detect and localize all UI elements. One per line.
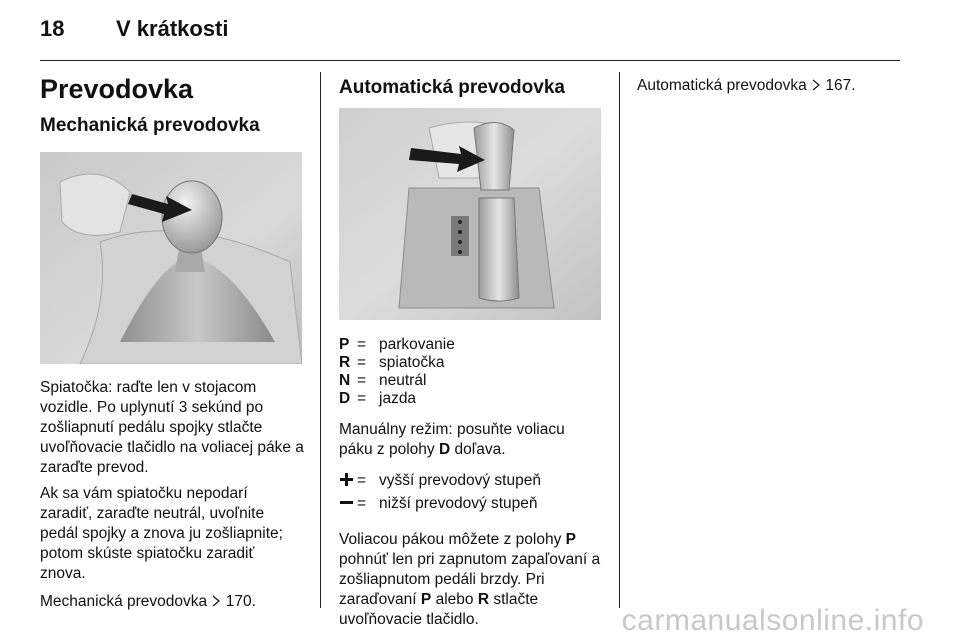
reference-arrow-icon — [811, 79, 821, 91]
selector-text-3: alebo — [435, 591, 474, 608]
gear-label: jazda — [379, 390, 417, 407]
gear-label: spiatočka — [379, 354, 445, 371]
manual-gearbox-illustration — [40, 152, 302, 364]
shift-symbol-list — [339, 472, 601, 518]
watermark: carmanualsonline.info — [621, 604, 924, 637]
manual-mode-key: D — [438, 441, 451, 458]
reverse-gear-paragraph: Spiatočka: raďte len v stojacom vozidle. Po uplynutí 3 sekúnd po zošliapnutí pedálu spojky stlačte uvoľňovacie tlačidlo na voliacej páke a zaraďte prevod. — [40, 379, 304, 476]
minus-icon — [339, 495, 357, 518]
chapter-title: Prevodovka — [40, 74, 194, 104]
reference-text: Mechanická prevodovka — [40, 593, 208, 610]
page-number: 18 — [40, 16, 65, 41]
downshift-label: nižší prevodový stupeň — [379, 495, 538, 512]
reverse-retry-paragraph: Ak sa vám spiatočku nepodarí zaradiť, zaraďte neutrál, uvoľnite pedál spojky a znova ju zošliapnite; potom skúste spiatočku zaradiť znova. — [40, 485, 283, 582]
gear-label: parkovanie — [379, 336, 455, 353]
column-divider-1 — [320, 72, 321, 608]
manual-mode-text-end: doľava. — [454, 441, 506, 458]
gear-key: R — [339, 354, 351, 371]
middle-column — [339, 72, 601, 630]
gear-position-row — [339, 372, 601, 390]
selector-key-p: P — [565, 531, 576, 548]
gear-label: neutrál — [379, 372, 427, 389]
selector-key-p-2: P — [420, 591, 432, 608]
gear-position-list — [339, 336, 601, 408]
automatic-gearbox-reference — [637, 76, 897, 96]
upshift-row — [339, 472, 601, 495]
gear-key: P — [339, 336, 350, 353]
gear-equals: = — [357, 472, 367, 489]
gear-key: N — [339, 372, 351, 389]
reference-page: 170. — [225, 593, 256, 610]
gear-equals: = — [357, 372, 367, 389]
selector-key-r: R — [477, 591, 490, 608]
gear-position-row — [339, 390, 601, 408]
left-column — [40, 72, 304, 612]
right-column — [637, 72, 897, 96]
reference-page: 167. — [825, 77, 856, 94]
manual-gearbox-heading: Mechanická prevodovka — [40, 115, 260, 136]
downshift-row — [339, 495, 601, 518]
automatic-gearbox-heading: Automatická prevodovka — [339, 77, 565, 98]
gear-equals: = — [357, 495, 367, 512]
gear-position-row — [339, 336, 601, 354]
upshift-label: vyšší prevodový stupeň — [379, 472, 541, 489]
gear-position-row — [339, 354, 601, 372]
gear-equals: = — [357, 336, 367, 353]
section-title: V krátkosti — [116, 16, 229, 41]
selector-lever-paragraph — [339, 530, 601, 630]
selector-text-1: Voliacou pákou môžete z polohy — [339, 531, 562, 548]
gear-key: D — [339, 390, 351, 407]
plus-icon — [339, 472, 357, 495]
automatic-gearbox-illustration — [339, 108, 601, 320]
manual-mode-text: Manuálny režim: posuňte voliacu páku z polohy — [339, 421, 565, 458]
selector-text-4: stlačte uvoľňovacie tlačidlo. — [339, 591, 539, 628]
reference-text: Automatická prevodovka — [637, 77, 807, 94]
manual-mode-paragraph — [339, 420, 601, 460]
gear-equals: = — [357, 354, 367, 371]
manual-gearbox-reference — [40, 592, 304, 612]
header-rule — [40, 60, 900, 61]
selector-text-2: pohnúť len pri zapnutom zapaľovaní a zošliapnutom pedáli brzdy. Pri zaraďovaní — [339, 551, 601, 608]
gear-equals: = — [357, 390, 367, 407]
reference-arrow-icon — [211, 595, 221, 607]
column-divider-2 — [619, 72, 620, 608]
